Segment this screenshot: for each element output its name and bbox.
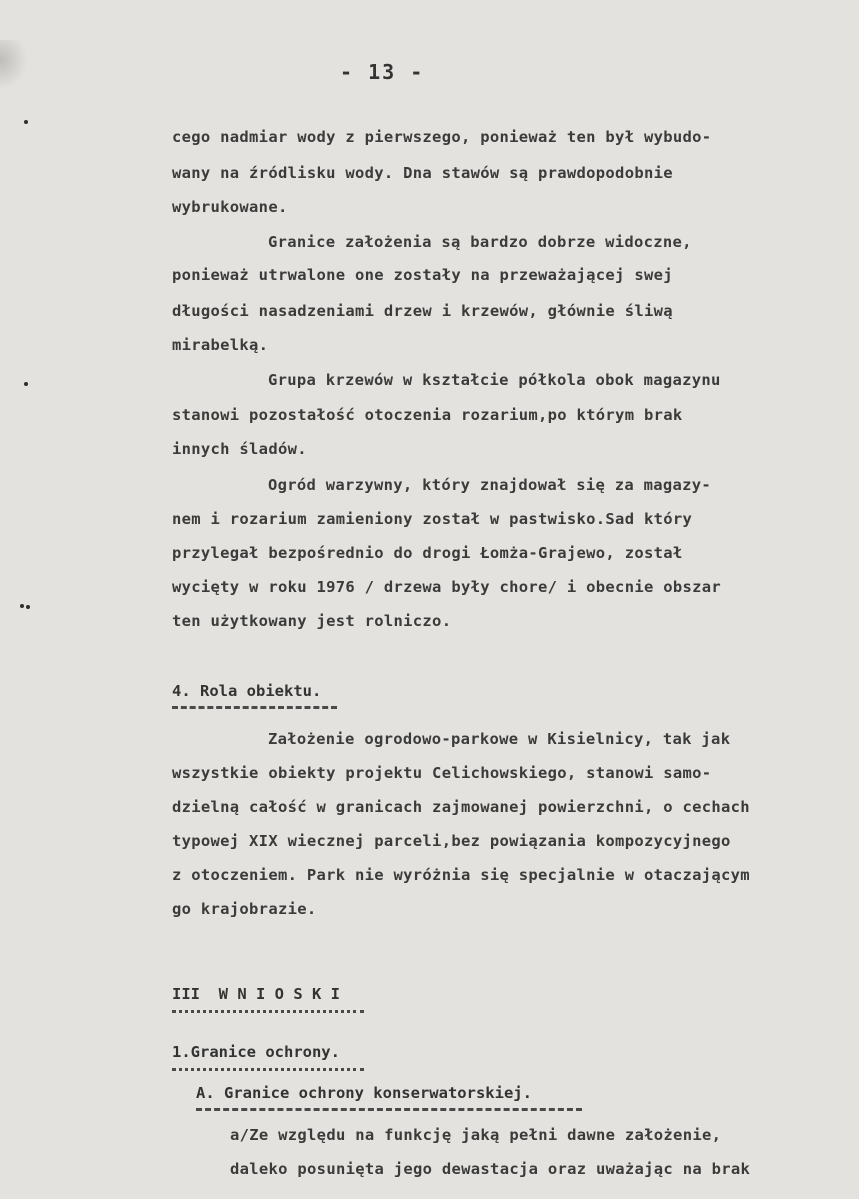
text-line: mirabelką. xyxy=(172,336,269,354)
subsection-heading: A. Granice ochrony konserwatorskiej. xyxy=(196,1084,532,1102)
paper-smudge xyxy=(0,40,28,90)
text-line: wszystkie obiekty projektu Celichowskiego, stanowi samo- xyxy=(172,764,712,782)
text-line: Ogród warzywny, który znajdował się za magazy- xyxy=(268,476,712,494)
text-line: wany na źródlisku wody. Dna stawów są prawdopodobnie xyxy=(172,164,673,182)
text-line: dzielną całość w granicach zajmowanej powierzchni, o cechach xyxy=(172,798,750,816)
text-line: ten użytkowany jest rolniczo. xyxy=(172,612,452,630)
margin-mark xyxy=(24,120,28,124)
page-number: - 13 - xyxy=(340,60,425,84)
heading-underline xyxy=(172,1068,364,1071)
margin-mark xyxy=(24,382,28,386)
section-heading: III W N I O S K I xyxy=(172,985,340,1003)
heading-underline xyxy=(172,706,337,709)
subsection-heading: 1.Granice ochrony. xyxy=(172,1043,340,1061)
text-line: ponieważ utrwalone one zostały na przeważającej swej xyxy=(172,266,673,284)
heading-underline xyxy=(196,1108,582,1111)
text-line: typowej XIX wiecznej parceli,bez powiązania kompozycyjnego xyxy=(172,832,731,850)
text-line: wybrukowane. xyxy=(172,198,288,216)
text-line: Granice założenia są bardzo dobrze widoczne, xyxy=(268,233,692,251)
text-line: a/Ze względu na funkcję jaką pełni dawne założenie, xyxy=(230,1126,722,1144)
margin-mark xyxy=(26,605,30,609)
text-line: długości nasadzeniami drzew i krzewów, głównie śliwą xyxy=(172,302,673,320)
text-line: nem i rozarium zamieniony został w pastwisko.Sad który xyxy=(172,510,693,528)
text-line: go krajobrazie. xyxy=(172,900,317,918)
text-line: Założenie ogrodowo-parkowe w Kisielnicy, tak jak xyxy=(268,730,731,748)
text-line: wycięty w roku 1976 / drzewa były chore/ i obecnie obszar xyxy=(172,578,722,596)
text-line: przylegał bezpośrednio do drogi Łomża-Grajewo, został xyxy=(172,544,683,562)
text-line: innych śladów. xyxy=(172,440,307,458)
text-line: daleko posunięta jego dewastacja oraz uważając na brak xyxy=(230,1160,751,1178)
text-line: Grupa krzewów w kształcie półkola obok magazynu xyxy=(268,371,721,389)
heading-underline xyxy=(172,1010,364,1013)
text-line: z otoczeniem. Park nie wyróżnia się specjalnie w otaczającym xyxy=(172,866,750,884)
section-heading: 4. Rola obiektu. xyxy=(172,682,322,700)
text-line: cego nadmiar wody z pierwszego, ponieważ ten był wybudo- xyxy=(172,128,712,146)
text-line: stanowi pozostałość otoczenia rozarium,po którym brak xyxy=(172,406,683,424)
margin-mark xyxy=(20,604,24,608)
